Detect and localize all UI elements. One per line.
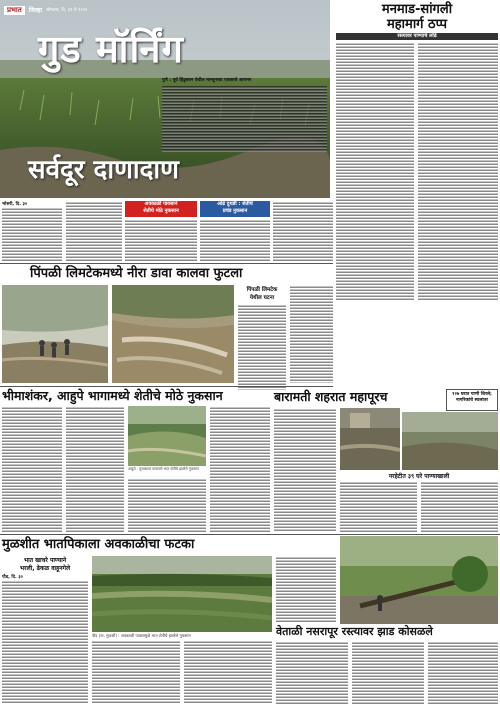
divider-2 [0,386,333,387]
flood-photo-image [112,285,234,383]
story4-side-box: १२७ घरात पाणी शिरले; नागरिकांचे स्थलांतर [446,389,498,411]
box2-line2: प्रचंड नुकसान [222,208,248,214]
col5-text [273,201,333,262]
flood-photo [112,285,234,383]
story6-left [276,556,336,622]
story6-col3 [428,641,498,704]
hero-title: गुड मॉर्निंग [38,27,184,71]
story3-caption: आहुपे : मुसळधार पावसाने भात शेतीचे झालेले नुकसान [128,467,199,471]
baramati-photo-1 [340,408,400,470]
mulshi-photo-image [92,556,272,632]
hero-intro [162,78,327,156]
box1-line1: अवकाळी पावसाने [144,201,178,207]
canal-photo [2,285,108,383]
story2-headline: पिंपळी लिमटेकमध्ये नीरा डावा कालवा फुटला [30,266,243,281]
divider-1 [0,263,333,264]
side-story-text-col2 [418,42,498,300]
story2-sidebar [238,285,286,390]
story3-col1 [2,406,62,532]
story2-sidebar-head-1: पिंपळी लिमटेक [246,287,278,293]
side-story-text [336,42,414,300]
story5-caption: पौड (ता. मुळशी) : अवकाळी पावसामुळे भात शेतीचे झालेले नुकसान [92,633,191,638]
story5-subhead-2: भरली, ढेकळ वाहूनगेले [19,565,71,572]
story4-col2 [340,481,417,532]
col2-text [66,201,122,262]
story6-headline: वेताळी नसरापूर रस्त्यावर झाड कोसळले [276,625,433,638]
tree-photo [340,536,498,624]
box2 [200,201,270,217]
story5-col2 [92,640,180,704]
mulshi-photo [92,556,272,632]
story5-subhead-1: भात खाचरे पाण्याने [23,557,67,564]
story4-col3 [421,481,498,532]
box2-line1: ओढे दुथडी : शेतीचे [217,201,253,207]
box1-line2: शेतीचे मोठे नुकसान [143,208,179,214]
baramati-photo-2-image [402,412,498,470]
story5-headline: मुळशीत भातपिकाला अवकाळीचा फटका [2,537,195,552]
side-kicker: रस्त्यावर पाण्याचे लोंढे [336,33,498,40]
baramati-photo-2 [402,412,498,470]
dateline: सोमवार, दि. ३१ मे २०२१ [46,8,88,13]
edition-name: जिल्हा [28,7,43,14]
story6-col1 [276,641,348,704]
story6-col2 [352,641,424,704]
story3-photo-image [128,406,206,466]
story5-col1 [2,580,88,704]
story3-photo [128,406,206,466]
story2-col-right [290,285,333,383]
story3-col3 [128,478,206,532]
baramati-photo-1-image [340,408,400,470]
story4-col1 [274,408,336,532]
box1 [125,201,197,217]
story4-subhead: नरहेटीत ३९ घरे पाण्याखाली [388,473,450,480]
hero-intro-text [162,86,327,152]
divider-3 [0,534,500,535]
paper-name: प्रभात [4,6,25,15]
dateline-1: भोसरी, दि. ३० [2,202,28,207]
col1-text [2,207,62,262]
tree-photo-image [340,536,498,624]
side-headline [336,2,498,32]
story3-col2 [66,406,124,532]
dateline-3: पौड, दि. ३० [2,575,23,580]
masthead [4,5,87,15]
story3-headline: भीमाशंकर, आहुपे भागामध्ये शेतीचे मोठे नुकसान [2,388,223,403]
story5-col3 [184,640,272,704]
hero-caption: पुणे : पूर्व हिंदुस्तान येथील मान्सूनच्या पावसाचे आगमन [162,78,252,83]
story3-col4 [210,406,270,532]
box1-text [125,219,197,262]
story2-sidebar-head-2: येथील घटना [249,295,275,301]
hero-subtitle: सर्वदूर दाणादाण [28,155,179,185]
box2-text [200,219,270,262]
story4-headline: बारामती शहरात महापूरच [274,389,388,404]
side-headline-line1: मनमाड-सांगली [381,2,453,17]
story2-sidebar-text [238,304,286,390]
canal-photo-image [2,285,108,383]
side-headline-line2: महामार्ग ठप्प [387,17,447,32]
story5-subhead [2,556,88,572]
